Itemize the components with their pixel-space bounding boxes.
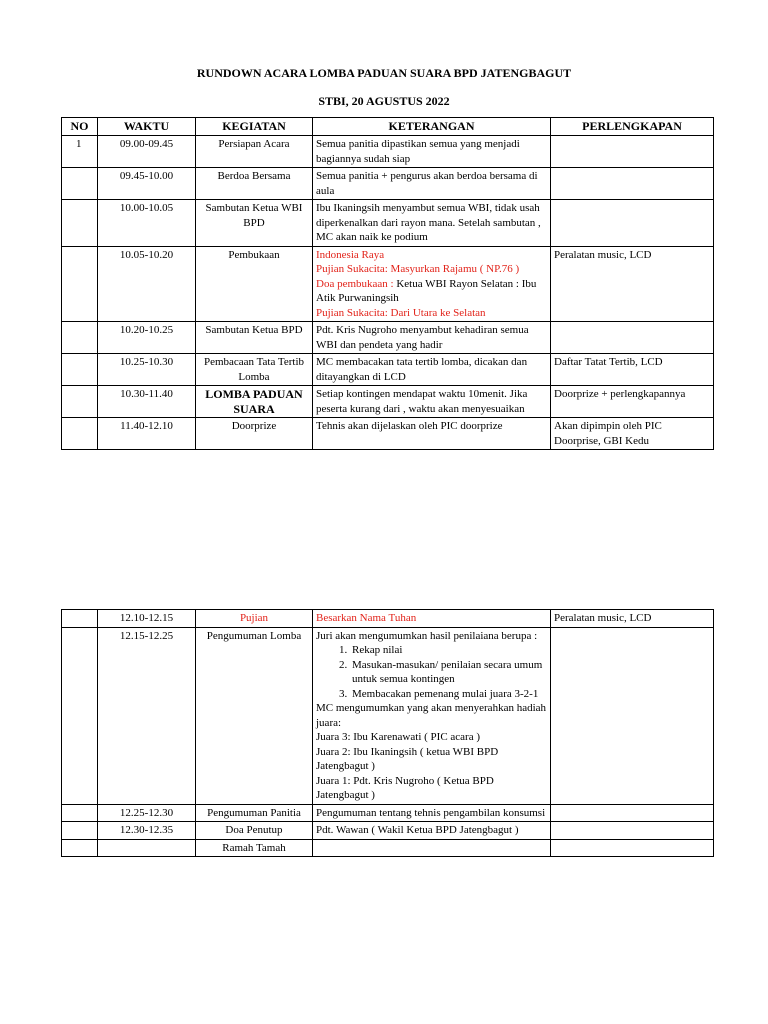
cell-keterangan: Besarkan Nama Tuhan (313, 610, 551, 628)
juara-3: Juara 3: Ibu Karenawati ( PIC acara ) (316, 731, 481, 743)
cell-no: 1 (62, 136, 98, 168)
announcement-intro: Juri akan mengumumkan hasil penilaiana berupa : (316, 629, 538, 642)
table-row (62, 610, 714, 628)
cell-kegiatan: Persiapan Acara (196, 136, 313, 168)
cell-kegiatan: Sambutan Ketua BPD (196, 322, 313, 354)
cell-waktu: 09.00-09.45 (98, 136, 196, 168)
table-row (62, 627, 714, 804)
cell-kegiatan: Berdoa Bersama (196, 168, 313, 200)
cell-no (62, 627, 98, 804)
table-row (62, 136, 714, 168)
mc-announcement: MC mengumumkan yang akan menyerahkan hadiah juara: (316, 702, 547, 729)
header-no: NO (62, 118, 98, 136)
rundown-table-2 (61, 609, 714, 857)
cell-keterangan: Semua panitia + pengurus akan berdoa bersama di aula (313, 168, 551, 200)
opening-prayer-label: Doa pembukaan : (316, 277, 394, 290)
cell-waktu: 10.05-10.20 (98, 246, 196, 322)
song-indonesia-raya: Indonesia Raya (316, 248, 385, 261)
cell-perlengkapan: Daftar Tatat Tertib, LCD (551, 354, 714, 386)
cell-no (62, 200, 98, 247)
cell-kegiatan: Pengumuman Lomba (196, 627, 313, 804)
header-keterangan: KETERANGAN (313, 118, 551, 136)
cell-perlengkapan: Doorprize + perlengkapannya (551, 386, 714, 418)
cell-waktu: 12.25-12.30 (98, 804, 196, 822)
list-item: 2. Masukan-masukan/ penilaian secara umum untuk semua kontingen (350, 658, 547, 687)
table-row (62, 822, 714, 840)
table-row (62, 839, 714, 857)
cell-keterangan: Tehnis akan dijelaskan oleh PIC doorprize (313, 418, 551, 450)
table-row (62, 246, 714, 322)
cell-waktu: 10.30-11.40 (98, 386, 196, 418)
table-row (62, 322, 714, 354)
cell-keterangan: MC membacakan tata tertib lomba, dicakan dan ditayangkan di LCD (313, 354, 551, 386)
cell-perlengkapan (551, 839, 714, 857)
cell-kegiatan: Doorprize (196, 418, 313, 450)
opening-prayer (316, 277, 547, 306)
song-pujian-2: Pujian Sukacita: Dari Utara ke Selatan (316, 306, 486, 319)
table-row (62, 354, 714, 386)
cell-perlengkapan (551, 822, 714, 840)
header-kegiatan: KEGIATAN (196, 118, 313, 136)
cell-keterangan: Setiap kontingen mendapat waktu 10menit. Jika peserta kurang dari , waktu akan menyesuaikan (313, 386, 551, 418)
table-row (62, 168, 714, 200)
cell-kegiatan: Doa Penutup (196, 822, 313, 840)
cell-waktu: 12.15-12.25 (98, 627, 196, 804)
cell-keterangan: Pdt. Wawan ( Wakil Ketua BPD Jatengbagut ) (313, 822, 551, 840)
cell-kegiatan: Sambutan Ketua WBI BPD (196, 200, 313, 247)
header-perlengkapan: PERLENGKAPAN (551, 118, 714, 136)
cell-waktu: 09.45-10.00 (98, 168, 196, 200)
cell-no (62, 354, 98, 386)
cell-perlengkapan (551, 200, 714, 247)
cell-perlengkapan (551, 804, 714, 822)
cell-keterangan: Ibu Ikaningsih menyambut semua WBI, tidak usah diperkenalkan dari rayon mana. Setelah sambutan , MC akan naik ke podium (313, 200, 551, 247)
document-subtitle: STBI, 20 AGUSTUS 2022 (318, 94, 450, 108)
rundown-table-1 (61, 117, 714, 450)
cell-perlengkapan: Akan dipimpin oleh PIC Doorprise, GBI Kedu (551, 418, 714, 450)
cell-waktu: 11.40-12.10 (98, 418, 196, 450)
cell-no (62, 322, 98, 354)
cell-waktu: 10.20-10.25 (98, 322, 196, 354)
table-row (62, 418, 714, 450)
document-title: RUNDOWN ACARA LOMBA PADUAN SUARA BPD JATENGBAGUT (196, 66, 572, 80)
cell-no (62, 839, 98, 857)
announcement-list (316, 643, 547, 701)
table-row (62, 200, 714, 247)
cell-no (62, 246, 98, 322)
cell-no (62, 804, 98, 822)
header-waktu: WAKTU (98, 118, 196, 136)
cell-kegiatan: Pembukaan (196, 246, 313, 322)
opening-prayer-person: Ketua WBI Rayon Selatan : Ibu Atik Purwaningsih (316, 277, 537, 304)
cell-no (62, 168, 98, 200)
list-item: 1. Rekap nilai (350, 643, 547, 658)
cell-no (62, 386, 98, 418)
cell-perlengkapan (551, 136, 714, 168)
cell-perlengkapan (551, 322, 714, 354)
list-item: 3. Membacakan pemenang mulai juara 3-2-1 (350, 687, 547, 702)
cell-perlengkapan: Peralatan music, LCD (551, 246, 714, 322)
cell-keterangan (313, 246, 551, 322)
cell-waktu: 10.00-10.05 (98, 200, 196, 247)
cell-no (62, 418, 98, 450)
cell-keterangan: Pengumuman tentang tehnis pengambilan konsumsi (313, 804, 551, 822)
cell-kegiatan: Pembacaan Tata Tertib Lomba (196, 354, 313, 386)
cell-perlengkapan: Peralatan music, LCD (551, 610, 714, 628)
cell-perlengkapan (551, 627, 714, 804)
cell-kegiatan: LOMBA PADUAN SUARA (196, 386, 313, 418)
cell-no (62, 822, 98, 840)
table-row (62, 804, 714, 822)
table-header-row (62, 118, 714, 136)
cell-keterangan: Pdt. Kris Nugroho menyambut kehadiran semua WBI dan pendeta yang hadir (313, 322, 551, 354)
cell-kegiatan: Pengumuman Panitia (196, 804, 313, 822)
table-row (62, 386, 714, 418)
cell-waktu (98, 839, 196, 857)
cell-perlengkapan (551, 168, 714, 200)
cell-keterangan: Semua panitia dipastikan semua yang menjadi bagiannya sudah siap (313, 136, 551, 168)
juara-1: Juara 1: Pdt. Kris Nugroho ( Ketua BPD Jatengbagut ) (316, 774, 494, 801)
cell-kegiatan: Pujian (196, 610, 313, 628)
cell-keterangan (313, 839, 551, 857)
cell-waktu: 12.10-12.15 (98, 610, 196, 628)
cell-kegiatan: Ramah Tamah (196, 839, 313, 857)
song-pujian-1: Pujian Sukacita: Masyurkan Rajamu ( NP.76 ) (316, 263, 520, 275)
cell-waktu: 10.25-10.30 (98, 354, 196, 386)
cell-no (62, 610, 98, 628)
juara-2: Juara 2: Ibu Ikaningsih ( ketua WBI BPD Jatengbagut ) (316, 745, 499, 772)
cell-keterangan (313, 627, 551, 804)
cell-waktu: 12.30-12.35 (98, 822, 196, 840)
